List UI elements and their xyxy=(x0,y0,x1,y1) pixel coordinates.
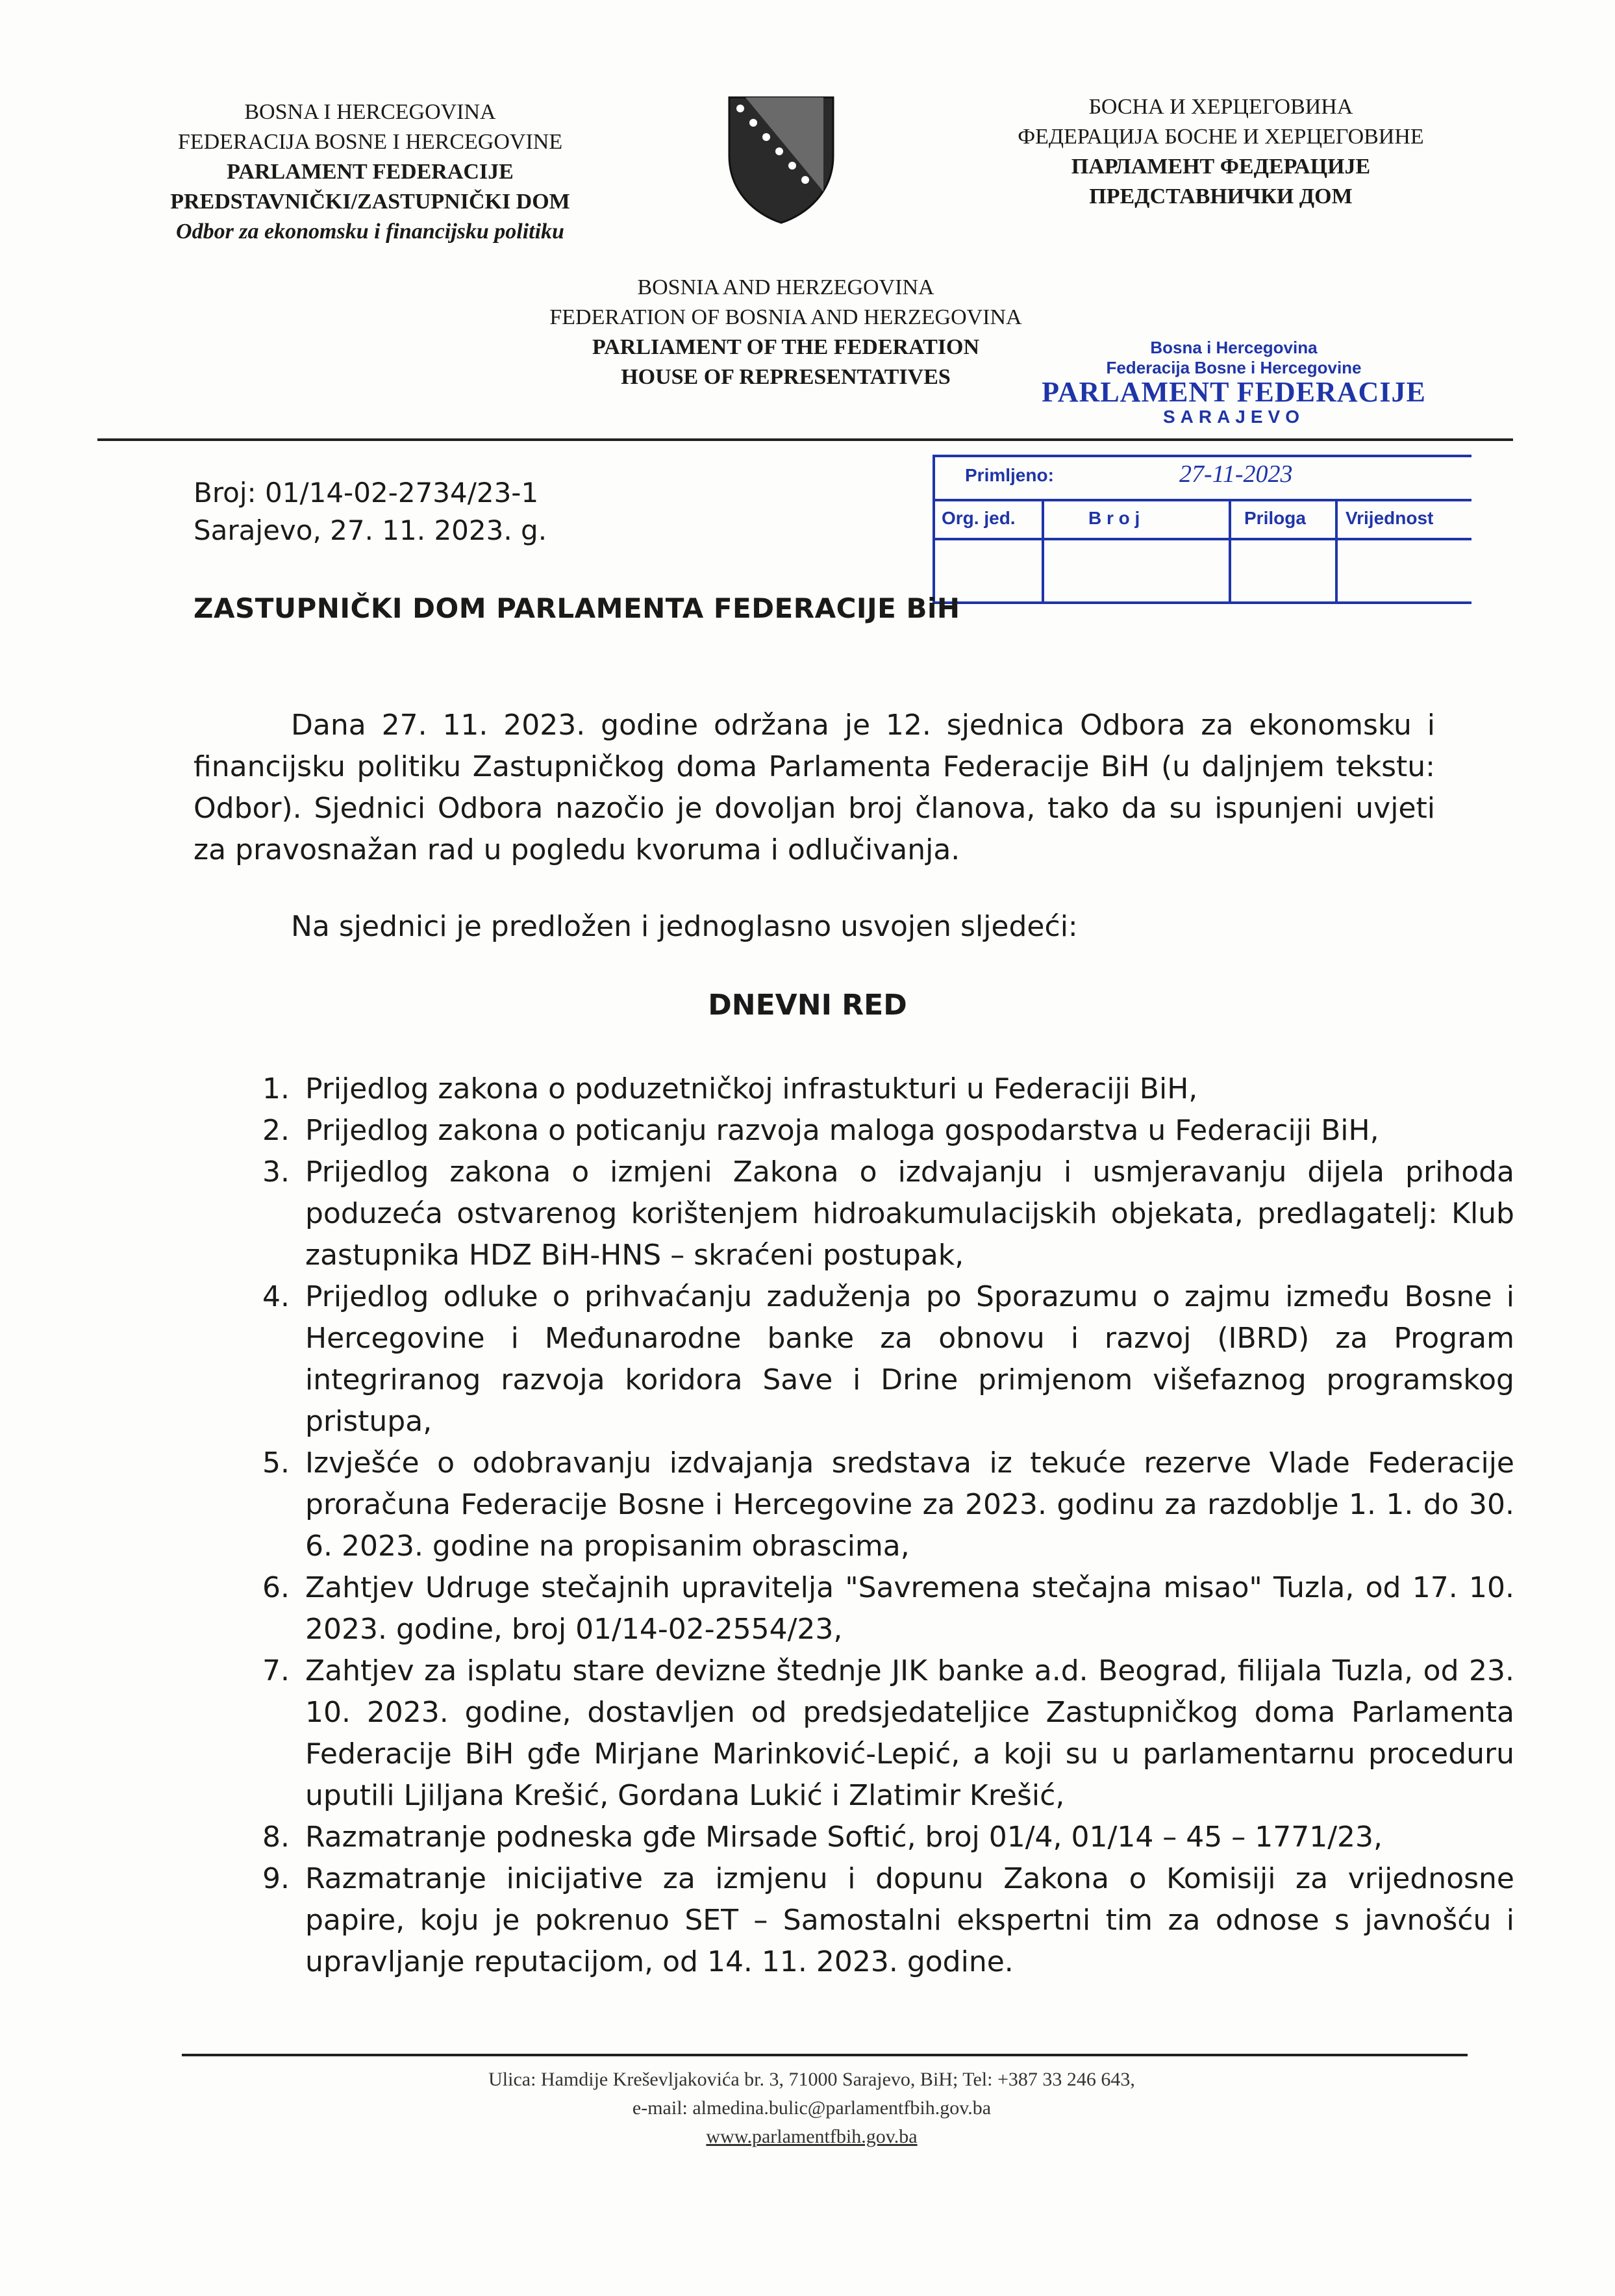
document-number: Broj: 01/14-02-2734/23-1 xyxy=(194,477,539,509)
header-left xyxy=(91,97,649,247)
header-right-federation: ФЕДЕРАЦИЈА БОСНЕ И ХЕРЦЕГОВИНЕ xyxy=(1018,125,1424,149)
header-center-federation: FEDERATION OF BOSNIA AND HERZEGOVINA xyxy=(549,305,1022,329)
stamp-received-label: Primljeno: xyxy=(965,465,1054,485)
header-divider xyxy=(97,438,1513,441)
addressee: ZASTUPNIČKI DOM PARLAMENTA FEDERACIJE BiH xyxy=(194,592,960,624)
header-left-house: PREDSTAVNIČKI/ZASTUPNIČKI DOM xyxy=(170,190,570,214)
agenda-item: 8. Razmatranje podneska gđe Mirsade Softić, broj 01/4, 01/14 – 45 – 1771/23, xyxy=(299,1817,1514,1858)
agenda-item: 3. Prijedlog zakona o izmjeni Zakona o izdvajanju i usmjeravanju dijela prihoda poduzeća ostvarenog korištenjem hidroakumulacijskih objekata, predlagatelj: Klub zastupnika HDZ BiH-HNS – skraćeni postupak, xyxy=(299,1152,1514,1276)
footer-divider xyxy=(182,2054,1468,2056)
header-right-parliament: ПАРЛАМЕНТ ФЕДЕРАЦИЈЕ xyxy=(1071,155,1371,179)
footer xyxy=(195,2065,1429,2151)
received-stamp-header xyxy=(974,338,1494,427)
document-meta xyxy=(194,474,547,549)
stamp-col-vrijednost: Vrijednost xyxy=(1346,508,1434,528)
header-left-country: BOSNA I HERCEGOVINA xyxy=(244,100,496,124)
stamp-received-date: 27-11-2023 xyxy=(1179,460,1293,488)
footer-website-link[interactable]: www.parlamentfbih.gov.ba xyxy=(706,2126,918,2147)
header-left-committee: Odbor za ekonomsku i financijsku politiku xyxy=(176,220,564,244)
header-right-country: БОСНА И ХЕРЦЕГОВИНА xyxy=(1088,95,1353,119)
header-right-house: ПРЕДСТАВНИЧКИ ДОМ xyxy=(1089,184,1353,208)
stamp-col-broj: B r o j xyxy=(1088,508,1140,528)
coat-of-arms-logo xyxy=(726,94,836,224)
intro-paragraph: Dana 27. 11. 2023. godine održana je 12. sjednica Odbora za ekonomsku i financijsku politiku Zastupničkog doma Parlamenta Federacije BiH (u daljnjem tekstu: Odbor). Sjednici Odbora nazočio je dovoljan broj članova, tako da su ispunjeni uvjeti za pravosnažan rad u pogledu kvoruma i odlučivanja. xyxy=(194,709,1435,866)
stamp-line-1: Bosna i Hercegovina xyxy=(1150,338,1318,357)
header-right xyxy=(935,92,1507,212)
stamp-col-org: Org. jed. xyxy=(942,508,1016,528)
header-left-federation: FEDERACIJA BOSNE I HERCEGOVINE xyxy=(177,130,563,154)
agenda-item: 5. Izvješće o odobravanju izdvajanja sredstava iz tekuće rezerve Vlade Federacije proračuna Federacije Bosne i Hercegovine za 2023. godinu za razdoblje 1. 1. do 30. 6. 2023. godine na propisanim obrascima, xyxy=(299,1443,1514,1567)
footer-address: Ulica: Hamdije Kreševljakovića br. 3, 71000 Sarajevo, BiH; Tel: +387 33 246 643, xyxy=(488,2069,1135,2090)
received-stamp-table xyxy=(933,455,1471,604)
header-center-house: HOUSE OF REPRESENTATIVES xyxy=(621,365,951,389)
header-center-country: BOSNIA AND HERZEGOVINA xyxy=(637,275,934,299)
footer-email[interactable]: e-mail: almedina.bulic@parlamentfbih.gov.ba xyxy=(632,2097,992,2119)
agenda-item: 9. Razmatranje inicijative za izmjenu i dopunu Zakona o Komisiji za vrijednosne papire, koju je pokrenuo SET – Samostalni ekspertni tim za odnose s javnošću i upravljanje reputacijom, od 14. 11. 2023. godine. xyxy=(299,1858,1514,1983)
agenda-item: 2. Prijedlog zakona o poticanju razvoja maloga gospodarstva u Federaciji BiH, xyxy=(299,1110,1514,1152)
stamp-line-2: Federacija Bosne i Hercegovine xyxy=(1106,358,1362,377)
stamp-line-4: SARAJEVO xyxy=(1162,407,1305,427)
stamp-col-priloga: Priloga xyxy=(1244,508,1306,528)
agenda-item: 6. Zahtjev Udruge stečajnih upravitelja "Savremena stečajna misao" Tuzla, od 17. 10. 2023. godine, broj 01/14-02-2554/23, xyxy=(299,1567,1514,1650)
header-left-parliament: PARLAMENT FEDERACIJE xyxy=(227,160,514,184)
agenda-item: 1. Prijedlog zakona o poduzetničkoj infrastukturi u Federaciji BiH, xyxy=(299,1068,1514,1110)
stamp-line-3: PARLAMENT FEDERACIJE xyxy=(1042,376,1426,408)
agenda-item: 7. Zahtjev za isplatu stare devizne štednje JIK banke a.d. Beograd, filijala Tuzla, od 23. 10. 2023. godine, dostavljen od predsjedateljice Zastupničkog doma Parlamenta Federacije BiH gđe Mirjane Marinković-Lepić, a koji su u parlamentarnu proceduru uputili Ljiljana Krešić, Gordana Lukić i Zlatimir Krešić, xyxy=(299,1650,1514,1817)
header-center-parliament: PARLIAMENT OF THE FEDERATION xyxy=(592,335,979,359)
agenda-item: 4. Prijedlog odluke o prihvaćanju zaduženja po Sporazumu o zajmu između Bosne i Hercegovine i Međunarodne banke za obnovu i razvoj (IBRD) za Program integriranog razvoja koridora Save i Drine primjenom višefaznog programskog pristupa, xyxy=(299,1276,1514,1443)
agenda-title: DNEVNI RED xyxy=(708,989,907,1022)
document-date: Sarajevo, 27. 11. 2023. g. xyxy=(194,514,547,546)
agenda-list xyxy=(221,1068,1514,1983)
proposed-paragraph: Na sjednici je predložen i jednoglasno usvojen sljedeći: xyxy=(291,910,1078,943)
